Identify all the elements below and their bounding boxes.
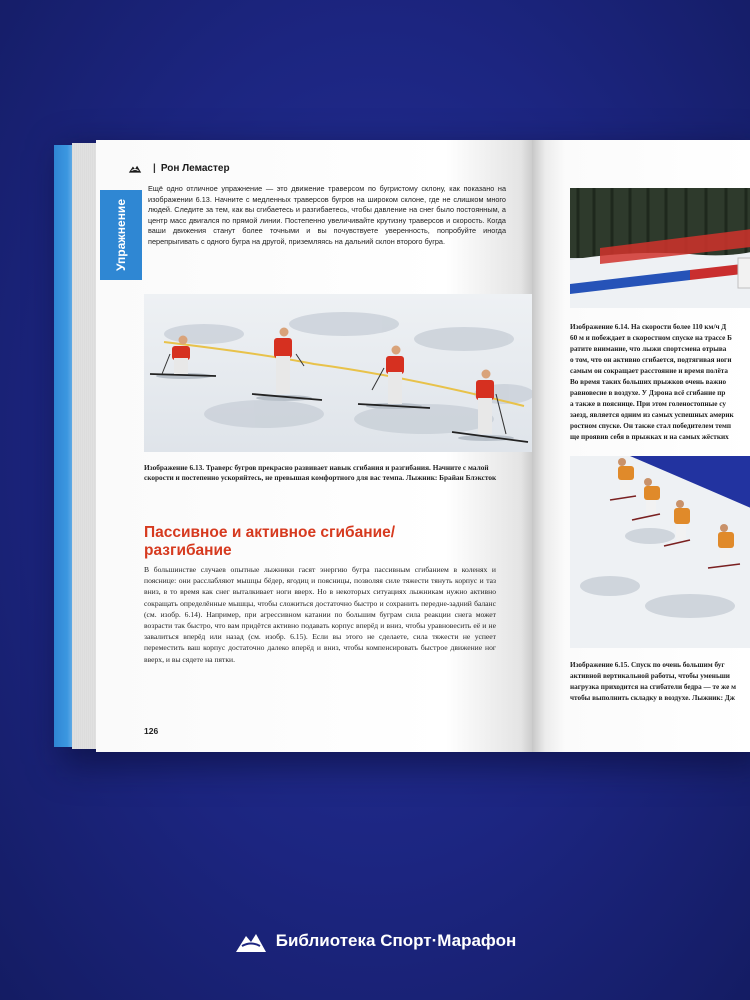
caption-line: о том, что он активно сгибается, подтягивая ноги xyxy=(570,356,732,364)
caption-line: 60 м и побеждает в скоростном спуске на трассе Б xyxy=(570,334,732,342)
page-number: 126 xyxy=(144,726,159,736)
mountain-logo-icon xyxy=(234,928,268,954)
author-name: Рон Лемастер xyxy=(160,162,230,174)
caption-line: ще проявив себя в прыжках и на самых жёстких xyxy=(570,433,729,441)
running-head-separator: | xyxy=(153,162,156,174)
caption-line: Изображение 6.14. На скорости более 110 км/ч Д xyxy=(570,323,727,331)
mogul-skier-sequence-photo xyxy=(570,456,750,648)
caption-line: ратите внимание, что лыжи спортсмена отрыва xyxy=(570,345,727,353)
caption-line: ростном спуске. Он также стал победителем темп xyxy=(570,422,732,430)
body-text: В большинстве случаев опытные лыжники гасят энергию бугра пассивным сгибанием в коленях и пояснице: они расслабляют мышцы бёдер, ягодиц и поясницы, позволяя силе тяжести тянуть корпус и таз вниз, в то время как снег выталкивает ноги вверх. Но в некоторых ситуациях лыжникам нужно активно сокращать определённые мышцы, чтобы сложиться достаточно быстро и сохранить передне-задний баланс (см. изобр. 6.14). Например, при агрессивном катании по большим буграм сила реакции снега может возрасти так быстро, что вам придётся активно подавать корпус вперёд и вниз, чтобы уравновесить её и не завалиться вперёд или назад (см. изобр. 6.15). Если вы этого не сделаете, сила тяжести не успеет переместить ваш корпус достаточно далеко вперёд и вниз, чтобы компенсировать быстрое движение ног вверх, и вы сядете на пятки. xyxy=(144,565,496,664)
section-tab-label: Упражнение xyxy=(114,199,128,271)
caption-line: заезд, является одним из самых успешных америк xyxy=(570,411,734,419)
section-heading: Пассивное и активное сгибание/ разгибание xyxy=(144,524,396,559)
figure-caption-6-15 xyxy=(570,660,750,704)
running-head xyxy=(128,160,230,176)
left-page xyxy=(96,140,534,752)
exercise-text: Ещё одно отличное упражнение — это движение траверсом по бугристому склону, как показано на изображении 6.13. Начните с медленных траверсов бугров на широком склоне, где не слишком много людей. Следите за тем, как вы сгибаетесь и разгибаетесь, чтобы давление на снег было постоянным, а центр масс двигался по прямой линии. Постепенно увеличивайте крутизну траверсов и скорость. Когда ваши движения станут более точными и вы почувствуете уверенность, попробуйте иногда перепрыгивать с одного бугра на другой, приземляясь на дальний склон второго бугра. xyxy=(148,184,506,246)
caption-line: Во время таких больших прыжков очень важно xyxy=(570,378,727,386)
mountain-logo-icon xyxy=(128,163,142,174)
publisher-name: Библиотека Спорт·Марафон xyxy=(275,931,517,950)
caption-line: чтобы выполнить складку в воздухе. Лыжник: Дж xyxy=(570,694,735,702)
figure-caption-6-13: Изображение 6.13. Траверс бугров прекрасно развивает навык сгибания и разгибания. Начните с малой скорости и постепенно ускоряйтесь, не превышая комфортного для вас темпа. Лыжник: Брайан Блэксток xyxy=(144,463,497,482)
caption-line: а также в пояснице. При этом голеностопные су xyxy=(570,400,726,408)
right-page xyxy=(532,140,750,752)
downhill-race-photo xyxy=(570,188,750,308)
caption-line: активной вертикальной работы, чтобы уменьши xyxy=(570,672,730,680)
section-tab xyxy=(100,190,142,280)
caption-line: равновесие в воздухе. У Дзрона всё сгибание пр xyxy=(570,389,726,397)
publisher-brand xyxy=(0,926,750,956)
ski-traverse-photo xyxy=(144,294,534,452)
caption-line: самым он сокращает расстояние и время полёта xyxy=(570,367,728,375)
figure-caption-6-14 xyxy=(570,322,750,443)
caption-line: нагрузка приходится на сгибатели бедра — те же м xyxy=(570,683,737,691)
caption-line: Изображение 6.15. Спуск по очень большим буг xyxy=(570,661,725,669)
